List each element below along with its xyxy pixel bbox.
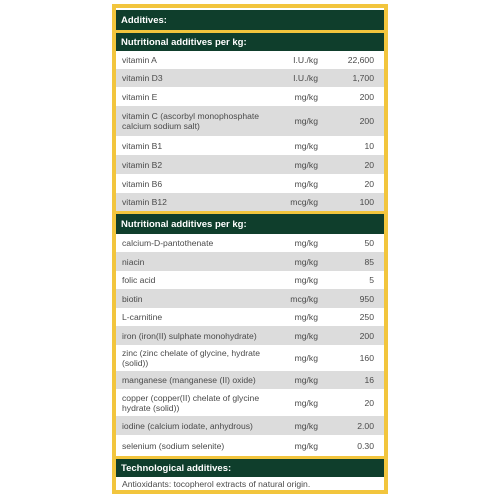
row-value: 200 — [359, 116, 374, 126]
row-unit: mg/kg — [294, 91, 318, 102]
row-unit: mg/kg — [294, 275, 318, 285]
row-unit: I.U./kg — [293, 73, 318, 83]
row-unit: mg/kg — [294, 312, 318, 322]
row-name: vitamin E — [122, 91, 158, 102]
row-value: 950 — [359, 293, 374, 304]
table-row — [116, 308, 384, 326]
row-value: 50 — [364, 238, 374, 248]
section2-rows — [116, 234, 384, 456]
table-row — [116, 252, 384, 271]
row-value: 100 — [359, 197, 374, 207]
row-name: manganese (manganese (II) oxide) — [122, 375, 256, 385]
row-unit: mg/kg — [294, 420, 318, 431]
section2-header: Nutritional additives per kg: — [116, 214, 384, 234]
table-row — [116, 174, 384, 193]
row-name: vitamin A — [122, 55, 157, 65]
row-name: vitamin B1 — [122, 140, 163, 151]
table-row — [116, 69, 384, 87]
row-name: zinc (zinc chelate of glycine, hydrate (solid)) — [122, 348, 261, 368]
table-row — [116, 51, 384, 69]
row-unit: mg/kg — [294, 397, 318, 408]
row-name: vitamin D3 — [122, 73, 163, 83]
row-name: biotin — [122, 293, 143, 304]
row-unit: mg/kg — [294, 238, 318, 248]
row-value: 16 — [364, 375, 374, 385]
row-value: 85 — [364, 256, 374, 267]
row-name: niacin — [122, 256, 145, 267]
row-unit: I.U./kg — [293, 55, 318, 65]
row-name: vitamin B2 — [122, 159, 163, 170]
table-row — [116, 193, 384, 211]
row-value: 0.30 — [357, 440, 374, 451]
row-unit: mg/kg — [294, 140, 318, 151]
row-name: vitamin B6 — [122, 178, 163, 189]
table-row — [116, 389, 384, 416]
row-value: 20 — [364, 159, 374, 170]
technological-header: Technological additives: — [116, 459, 384, 477]
table-row — [116, 106, 384, 136]
row-value: 250 — [359, 312, 374, 322]
row-value: 200 — [359, 330, 374, 341]
table-row — [116, 326, 384, 345]
row-value: 20 — [364, 397, 374, 408]
technological-text: Antioxidants: tocopherol extracts of natural origin. — [122, 478, 311, 489]
row-unit: mg/kg — [294, 440, 318, 451]
row-name: folic acid — [122, 275, 156, 285]
row-unit: mg/kg — [294, 330, 318, 341]
table-row — [116, 87, 384, 106]
table-row — [116, 136, 384, 155]
additives-title: Additives: — [116, 10, 384, 30]
row-unit: mg/kg — [294, 116, 318, 126]
table-row — [116, 234, 384, 252]
row-name: L-carnitine — [122, 312, 163, 322]
section1-header: Nutritional additives per kg: — [116, 33, 384, 51]
row-name: iron (iron(II) sulphate monohydrate) — [122, 330, 257, 341]
table-row — [116, 345, 384, 371]
row-value: 22,600 — [347, 55, 374, 65]
additives-panel — [112, 4, 388, 494]
row-value: 200 — [359, 91, 374, 102]
table-row — [116, 271, 384, 289]
row-unit: mcg/kg — [290, 293, 318, 304]
row-value: 1,700 — [352, 73, 374, 83]
row-unit: mg/kg — [294, 375, 318, 385]
row-value: 5 — [369, 275, 374, 285]
table-row — [116, 289, 384, 308]
row-name: copper (copper(II) chelate of glycine hydrate (solid)) — [122, 392, 260, 413]
row-unit: mg/kg — [294, 178, 318, 189]
row-value: 160 — [359, 353, 374, 363]
row-name: selenium (sodium selenite) — [122, 440, 225, 451]
table-row — [116, 416, 384, 435]
table-row — [116, 155, 384, 174]
table-row — [116, 435, 384, 456]
row-unit: mg/kg — [294, 256, 318, 267]
row-name: vitamin C (ascorbyl monophosphate calcium sodium salt) — [122, 111, 260, 131]
row-name: vitamin B12 — [122, 197, 167, 207]
row-value: 20 — [364, 178, 374, 189]
table-row — [116, 371, 384, 389]
row-value: 10 — [364, 140, 374, 151]
row-unit: mg/kg — [294, 353, 318, 363]
row-unit: mcg/kg — [290, 197, 318, 207]
row-name: calcium-D-pantothenate — [122, 238, 214, 248]
row-name: iodine (calcium iodate, anhydrous) — [122, 420, 253, 431]
additives-panel-inner — [116, 8, 384, 490]
row-unit: mg/kg — [294, 159, 318, 170]
row-value: 2.00 — [357, 420, 374, 431]
section1-rows — [116, 51, 384, 211]
